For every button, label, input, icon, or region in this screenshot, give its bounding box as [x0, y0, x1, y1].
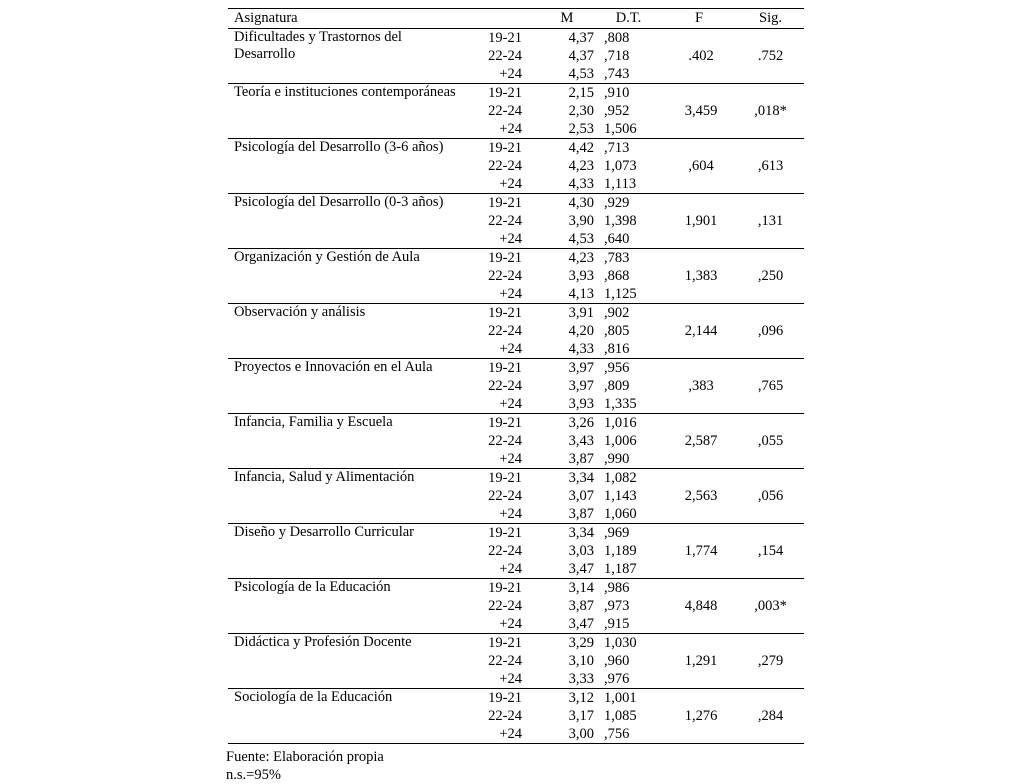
sd-value: 1,085 [604, 708, 637, 724]
subject-cell: Diseño y Desarrollo Curricular [234, 524, 414, 540]
mean-value: 3,14 [568, 580, 594, 596]
sd-value: 1,187 [604, 561, 637, 577]
mean-value: 4,20 [568, 323, 594, 339]
sd-value: ,743 [604, 66, 630, 82]
group-cell [468, 524, 524, 579]
sd-value: 1,143 [604, 488, 637, 504]
group-cell [468, 84, 524, 139]
mean-value: 3,87 [568, 451, 594, 467]
header-sig: Sig. [737, 9, 804, 29]
subject-cell: Sociología de la Educación [234, 689, 393, 705]
header-subject: Asignatura [228, 9, 468, 29]
sd-value: ,718 [604, 48, 630, 64]
mean-value: 4,33 [568, 176, 594, 192]
subject-cell: Psicología del Desarrollo (0-3 años) [234, 194, 444, 210]
group-value: +24 [499, 451, 522, 467]
sd-value: 1,060 [604, 506, 637, 522]
sd-cell [596, 29, 661, 84]
group-value: 19-21 [488, 580, 522, 596]
mean-value: 4,30 [568, 195, 594, 211]
group-value: 19-21 [488, 85, 522, 101]
sig-cell: ,055 [757, 432, 784, 449]
group-value: 22-24 [488, 268, 522, 284]
mean-value: 3,93 [568, 268, 594, 284]
mean-value: 3,87 [568, 598, 594, 614]
sd-value: ,640 [604, 231, 630, 247]
subject-cell: Infancia, Salud y Alimentación [234, 469, 415, 485]
mean-value: 3,47 [568, 616, 594, 632]
f-cell: 1,774 [684, 542, 718, 559]
table-row [228, 194, 804, 249]
sd-cell [596, 469, 661, 524]
group-value: 22-24 [488, 433, 522, 449]
sd-value: 1,125 [604, 286, 637, 302]
sd-value: ,960 [604, 653, 630, 669]
sd-value: ,910 [604, 85, 630, 101]
group-value: 19-21 [488, 360, 522, 376]
sd-value: ,990 [604, 451, 630, 467]
sig-cell: ,056 [757, 487, 784, 504]
group-value: +24 [499, 176, 522, 192]
mean-value: 3,93 [568, 396, 594, 412]
sig-cell: .752 [757, 47, 784, 64]
group-value: 19-21 [488, 525, 522, 541]
group-value: +24 [499, 561, 522, 577]
group-value: +24 [499, 616, 522, 632]
group-value: +24 [499, 231, 522, 247]
table-row [228, 634, 804, 689]
table-header [228, 9, 804, 29]
sd-cell [596, 249, 661, 304]
group-value: 19-21 [488, 635, 522, 651]
group-value: 22-24 [488, 653, 522, 669]
mean-value: 4,23 [568, 250, 594, 266]
group-value: 19-21 [488, 250, 522, 266]
mean-value: 3,07 [568, 488, 594, 504]
sd-value: ,756 [604, 726, 630, 742]
header-mean: M [524, 9, 596, 29]
sd-value: 1,506 [604, 121, 637, 137]
subject-cell: Proyectos e Innovación en el Aula [234, 359, 433, 375]
sd-value: 1,073 [604, 158, 637, 174]
sd-cell [596, 304, 661, 359]
mean-value: 3,17 [568, 708, 594, 724]
sd-value: ,808 [604, 30, 630, 46]
group-cell [468, 194, 524, 249]
group-value: +24 [499, 66, 522, 82]
group-value: 22-24 [488, 213, 522, 229]
mean-value: 3,43 [568, 433, 594, 449]
sd-value: 1,016 [604, 415, 637, 431]
sd-value: 1,335 [604, 396, 637, 412]
sd-value: 1,001 [604, 690, 637, 706]
group-value: 19-21 [488, 195, 522, 211]
table-notes [226, 748, 804, 784]
subject-cell: Psicología del Desarrollo (3-6 años) [234, 139, 444, 155]
group-cell [468, 579, 524, 634]
subject-cell: Infancia, Familia y Escuela [234, 414, 393, 430]
mean-value: 3,91 [568, 305, 594, 321]
group-value: 22-24 [488, 708, 522, 724]
group-value: 22-24 [488, 488, 522, 504]
group-value: 19-21 [488, 140, 522, 156]
f-cell: .402 [688, 47, 714, 64]
sd-cell [596, 359, 661, 414]
group-cell [468, 469, 524, 524]
sd-cell [596, 579, 661, 634]
mean-cell [524, 359, 596, 414]
group-value: +24 [499, 396, 522, 412]
group-cell [468, 689, 524, 744]
table-row [228, 469, 804, 524]
mean-value: 3,03 [568, 543, 594, 559]
mean-value: 2,15 [568, 85, 594, 101]
sd-value: ,915 [604, 616, 630, 632]
mean-cell [524, 524, 596, 579]
mean-value: 4,42 [568, 140, 594, 156]
mean-cell [524, 304, 596, 359]
mean-value: 3,34 [568, 470, 594, 486]
mean-value: 4,53 [568, 66, 594, 82]
document-page [228, 8, 804, 784]
mean-cell [524, 139, 596, 194]
header-f: F [661, 9, 737, 29]
group-cell [468, 249, 524, 304]
mean-value: 3,90 [568, 213, 594, 229]
sig-cell: ,284 [757, 707, 784, 724]
table-row [228, 139, 804, 194]
sd-value: ,969 [604, 525, 630, 541]
mean-value: 3,47 [568, 561, 594, 577]
group-value: 22-24 [488, 598, 522, 614]
f-cell: 2,144 [684, 322, 718, 339]
header-sd: D.T. [596, 9, 661, 29]
f-cell: 1,383 [684, 267, 718, 284]
f-cell: 3,459 [684, 102, 718, 119]
sig-cell: ,279 [757, 652, 784, 669]
table-body [228, 29, 804, 744]
mean-value: 4,23 [568, 158, 594, 174]
source-note: Fuente: Elaboración propia [226, 749, 384, 765]
group-value: 19-21 [488, 690, 522, 706]
group-value: 22-24 [488, 48, 522, 64]
mean-value: 4,37 [568, 30, 594, 46]
group-value: 22-24 [488, 158, 522, 174]
group-value: +24 [499, 506, 522, 522]
f-cell: 1,276 [684, 707, 718, 724]
group-value: +24 [499, 121, 522, 137]
subject-cell: Psicología de la Educación [234, 579, 391, 595]
table-row [228, 29, 804, 84]
mean-value: 3,10 [568, 653, 594, 669]
group-cell [468, 414, 524, 469]
mean-value: 3,87 [568, 506, 594, 522]
mean-value: 2,53 [568, 121, 594, 137]
mean-cell [524, 579, 596, 634]
mean-cell [524, 29, 596, 84]
sd-cell [596, 634, 661, 689]
f-cell: ,604 [688, 157, 714, 174]
header-group [468, 9, 524, 29]
table-row [228, 249, 804, 304]
group-value: +24 [499, 726, 522, 742]
table-row [228, 579, 804, 634]
mean-value: 4,33 [568, 341, 594, 357]
sd-value: ,973 [604, 598, 630, 614]
table-row [228, 524, 804, 579]
sig-cell: ,613 [757, 157, 784, 174]
mean-value: 3,34 [568, 525, 594, 541]
sd-value: 1,082 [604, 470, 637, 486]
sd-value: ,976 [604, 671, 630, 687]
sd-value: ,952 [604, 103, 630, 119]
group-cell [468, 359, 524, 414]
sig-cell: ,250 [757, 267, 784, 284]
table-row [228, 84, 804, 139]
sd-value: 1,189 [604, 543, 637, 559]
table-row [228, 304, 804, 359]
f-cell: 2,563 [684, 487, 718, 504]
subject-cell: Organización y Gestión de Aula [234, 249, 420, 265]
f-cell: 2,587 [684, 432, 718, 449]
sd-value: ,956 [604, 360, 630, 376]
mean-value: 3,97 [568, 378, 594, 394]
subject-cell: Didáctica y Profesión Docente [234, 634, 412, 650]
group-value: 19-21 [488, 305, 522, 321]
f-cell: 1,291 [684, 652, 718, 669]
sig-cell: ,154 [757, 542, 784, 559]
results-table [228, 8, 804, 744]
sd-cell [596, 689, 661, 744]
sd-value: ,868 [604, 268, 630, 284]
group-cell [468, 634, 524, 689]
f-cell: 4,848 [684, 597, 718, 614]
sd-value: ,783 [604, 250, 630, 266]
f-cell: 1,901 [684, 212, 718, 229]
group-value: +24 [499, 341, 522, 357]
sd-value: 1,113 [604, 176, 637, 192]
sd-value: 1,030 [604, 635, 637, 651]
sig-cell: ,018* [754, 102, 787, 119]
mean-value: 3,33 [568, 671, 594, 687]
mean-cell [524, 634, 596, 689]
mean-value: 4,37 [568, 48, 594, 64]
mean-cell [524, 249, 596, 304]
sd-value: 1,006 [604, 433, 637, 449]
mean-value: 3,26 [568, 415, 594, 431]
group-value: 19-21 [488, 30, 522, 46]
sd-cell [596, 139, 661, 194]
group-value: +24 [499, 671, 522, 687]
group-value: 19-21 [488, 415, 522, 431]
sd-cell [596, 84, 661, 139]
mean-value: 3,97 [568, 360, 594, 376]
sd-value: 1,398 [604, 213, 637, 229]
sig-cell: ,003* [754, 597, 787, 614]
group-value: 22-24 [488, 323, 522, 339]
table-row [228, 359, 804, 414]
sd-cell [596, 194, 661, 249]
table-row [228, 414, 804, 469]
significance-note: n.s.=95% [226, 767, 281, 783]
mean-value: 3,00 [568, 726, 594, 742]
sd-value: ,929 [604, 195, 630, 211]
subject-cell: Dificultades y Trastornos del Desarrollo [234, 29, 402, 62]
mean-cell [524, 84, 596, 139]
sd-cell [596, 524, 661, 579]
sd-value: ,809 [604, 378, 630, 394]
mean-value: 3,29 [568, 635, 594, 651]
group-value: 22-24 [488, 543, 522, 559]
group-cell [468, 304, 524, 359]
sd-value: ,805 [604, 323, 630, 339]
sd-cell [596, 414, 661, 469]
group-value: +24 [499, 286, 522, 302]
mean-cell [524, 469, 596, 524]
subject-cell: Observación y análisis [234, 304, 366, 320]
table-row [228, 689, 804, 744]
group-cell [468, 29, 524, 84]
group-value: 19-21 [488, 470, 522, 486]
sig-cell: ,131 [757, 212, 784, 229]
group-value: 22-24 [488, 378, 522, 394]
mean-value: 4,53 [568, 231, 594, 247]
subject-cell: Teoría e instituciones contemporáneas [234, 84, 456, 100]
group-cell [468, 139, 524, 194]
mean-cell [524, 194, 596, 249]
mean-value: 4,13 [568, 286, 594, 302]
sd-value: ,816 [604, 341, 630, 357]
f-cell: ,383 [688, 377, 714, 394]
sd-value: ,986 [604, 580, 630, 596]
mean-cell [524, 689, 596, 744]
sd-value: ,713 [604, 140, 630, 156]
mean-value: 2,30 [568, 103, 594, 119]
mean-value: 3,12 [568, 690, 594, 706]
sd-value: ,902 [604, 305, 630, 321]
group-value: 22-24 [488, 103, 522, 119]
sig-cell: ,096 [757, 322, 784, 339]
sig-cell: ,765 [757, 377, 784, 394]
mean-cell [524, 414, 596, 469]
